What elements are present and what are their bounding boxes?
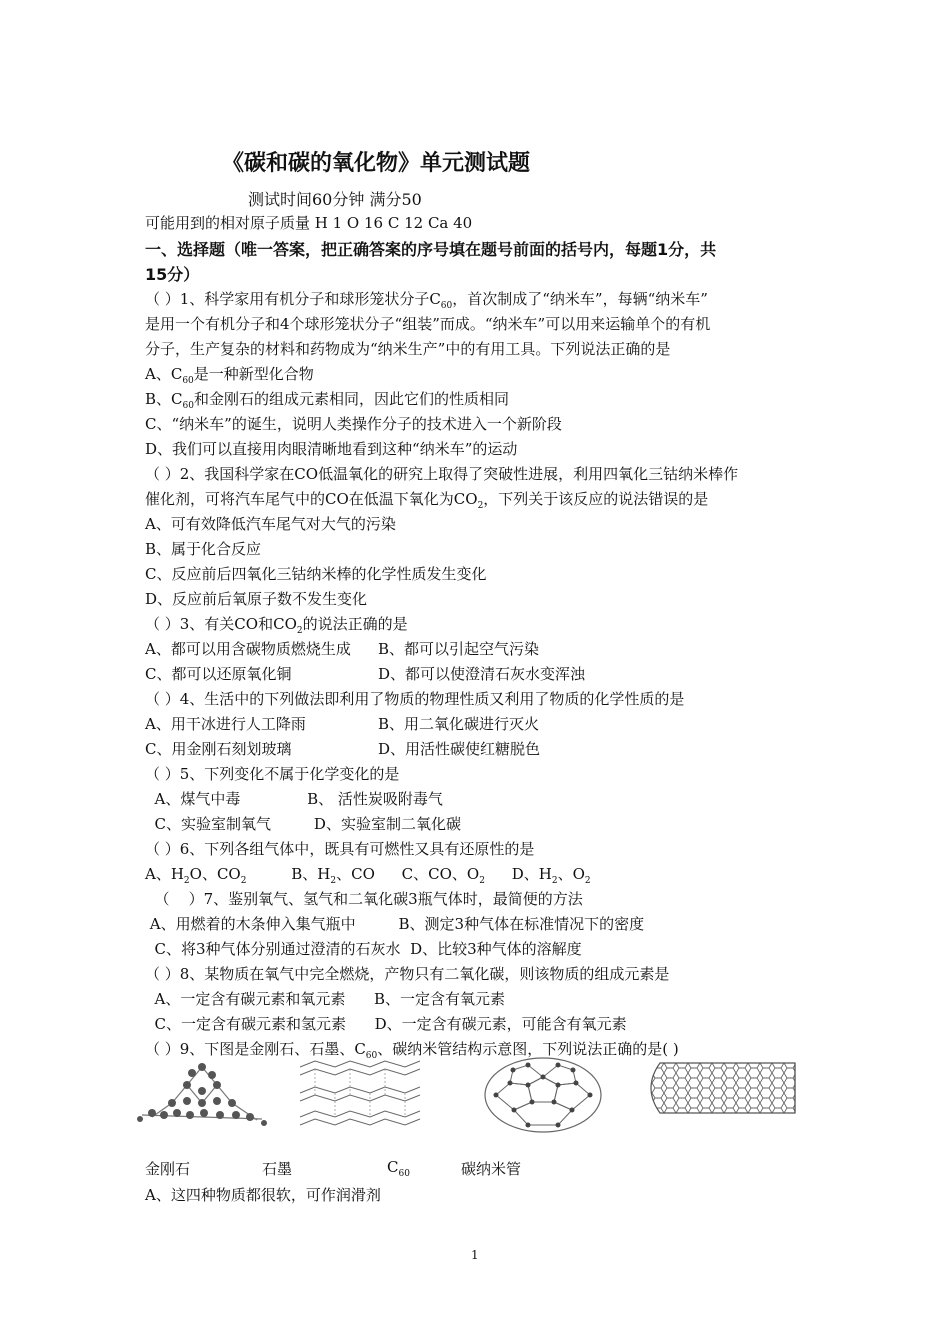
q2-option-b: B、属于化合反应 <box>145 540 262 558</box>
section-heading-cont: 15分） <box>145 265 200 284</box>
caption-graphite: 石墨 <box>262 1160 293 1178</box>
q5-stem: （ ）5、下列变化不属于化学变化的是 <box>145 765 400 783</box>
c60-structure-figure <box>478 1055 608 1135</box>
q1-option-c: C、“纳米车”的诞生，说明人类操作分子的技术进入一个新阶段 <box>145 415 562 433</box>
nanotube-structure-figure <box>640 1058 800 1118</box>
q3-option-c: C、都可以还原氧化铜 <box>145 665 292 683</box>
q8-options-cd: C、一定含有碳元素和氢元素 D、一定含有碳元素，可能含有氧元素 <box>145 1015 627 1033</box>
q4-option-d: D、用活性碳使红糖脱色 <box>378 740 541 758</box>
atomic-masses: 可能用到的相对原子质量 H 1 O 16 C 12 Ca 40 <box>145 214 473 232</box>
q4-option-c: C、用金刚石刻划玻璃 <box>145 740 292 758</box>
q1-stem-line1: （ ）1、科学家用有机分子和球形笼状分子$C_{60}$，首次制成了“纳米车”，每辆“纳米车” <box>145 290 708 311</box>
q2-option-a: A、可有效降低汽车尾气对大气的污染 <box>145 515 396 533</box>
q1-option-d: D、我们可以直接用肉眼清晰地看到这种“纳米车”的运动 <box>145 440 518 458</box>
diamond-structure-figure <box>132 1055 272 1130</box>
q1-option-a: A、$C_{60}$是一种新型化合物 <box>145 365 314 386</box>
q5-options-cd: C、实验室制氧气 D、实验室制二氧化碳 <box>145 815 461 833</box>
caption-diamond: 金刚石 <box>145 1160 191 1178</box>
page-subtitle: 测试时间60分钟 满分50 <box>248 190 422 209</box>
q2-stem-line1: （ ）2、我国科学家在CO低温氧化的研究上取得了突破性进展，利用四氧化三钴纳米棒作 <box>145 465 739 483</box>
q6-options: A、$H_2O$、$CO_2$ B、$H_2$、CO C、CO、$O_2$ D、$H_2$、$O_2$ <box>145 865 591 886</box>
q5-options-ab: A、煤气中毒 B、 活性炭吸附毒气 <box>145 790 443 808</box>
q4-stem: （ ）4、生活中的下列做法即利用了物质的物理性质又利用了物质的化学性质的是 <box>145 690 685 708</box>
q2-option-c: C、反应前后四氧化三钴纳米棒的化学性质发生变化 <box>145 565 487 583</box>
q1-stem-line3: 分子，生产复杂的材料和药物成为“纳米生产”中的有用工具。下列说法正确的是 <box>145 340 671 358</box>
q9-stem: （ ）9、下图是金刚石、石墨、$C_{60}$、碳纳米管结构示意图，下列说法正确的是( ) <box>145 1040 679 1061</box>
q4-option-b: B、用二氧化碳进行灭火 <box>378 715 540 733</box>
page-number: 1 <box>471 1248 479 1262</box>
caption-c60: $C_{60}$ <box>387 1158 410 1179</box>
q9-option-a: A、这四种物质都很软，可作润滑剂 <box>145 1186 381 1204</box>
section-heading: 一、选择题（唯一答案，把正确答案的序号填在题号前面的括号内，每题1分，共 <box>145 240 717 259</box>
q1-option-b: B、$C_{60}$和金刚石的组成元素相同，因此它们的性质相同 <box>145 390 509 411</box>
q7-options-ab: A、用燃着的木条伸入集气瓶中 B、测定3种气体在标准情况下的密度 <box>145 915 645 933</box>
q3-option-b: B、都可以引起空气污染 <box>378 640 540 658</box>
q4-option-a: A、用干冰进行人工降雨 <box>145 715 306 733</box>
q2-stem-line2: 催化剂，可将汽车尾气中的CO在低温下氧化为$CO_2$，下列关于该反应的说法错误的是 <box>145 490 709 511</box>
q6-stem: （ ）6、下列各组气体中，既具有可燃性又具有还原性的是 <box>145 840 535 858</box>
q3-option-a: A、都可以用含碳物质燃烧生成 <box>145 640 351 658</box>
q8-options-ab: A、一定含有碳元素和氧元素 B、一定含有氧元素 <box>145 990 506 1008</box>
q1-stem-line2: 是用一个有机分子和4个球形笼状分子“组装”而成。“纳米车”可以用来运输单个的有机 <box>145 315 711 333</box>
graphite-structure-figure <box>295 1055 425 1130</box>
q7-options-cd: C、将3种气体分别通过澄清的石灰水 D、比较3种气体的溶解度 <box>145 940 582 958</box>
q3-stem: （ ）3、有关CO和$CO_2$的说法正确的是 <box>145 615 408 636</box>
q7-stem: （ ）7、鉴别氧气、氢气和二氧化碳3瓶气体时，最简便的方法 <box>145 890 583 908</box>
q2-option-d: D、反应前后氧原子数不发生变化 <box>145 590 368 608</box>
caption-nanotube: 碳纳米管 <box>461 1160 522 1178</box>
page-title: 《碳和碳的氧化物》单元测试题 <box>222 151 531 176</box>
q3-option-d: D、都可以使澄清石灰水变浑浊 <box>378 665 586 683</box>
q8-stem: （ ）8、某物质在氧气中完全燃烧，产物只有二氧化碳，则该物质的组成元素是 <box>145 965 670 983</box>
